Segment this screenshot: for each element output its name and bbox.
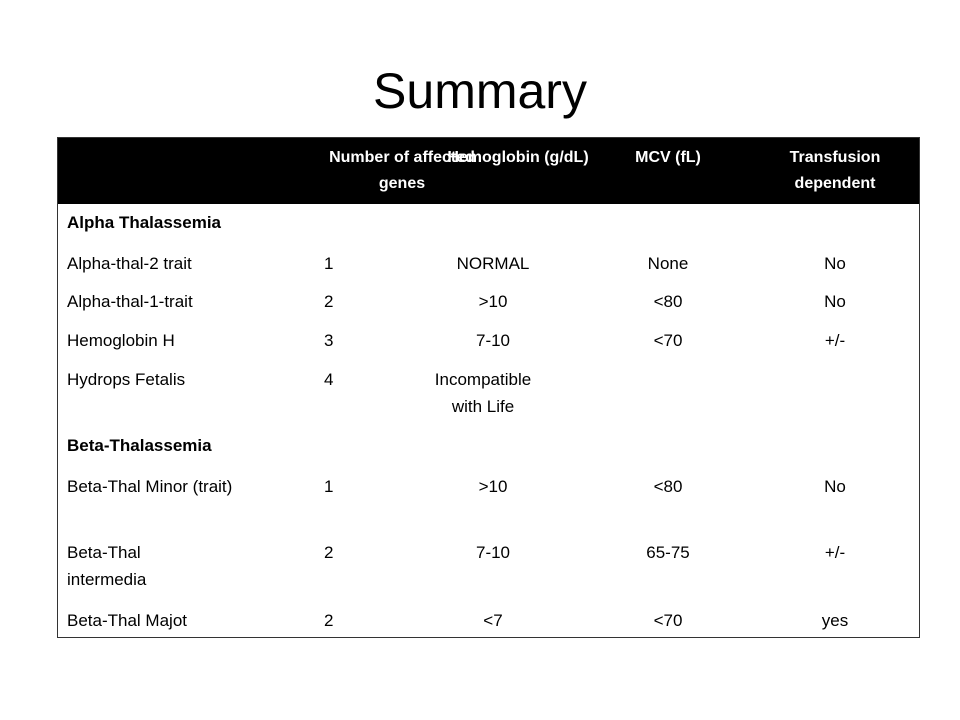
header-transfusion: Transfusion dependent <box>789 149 881 192</box>
section-label: Alpha Thalassemia <box>67 213 222 232</box>
cell-type: Beta-Thal Minor (trait) <box>67 477 233 496</box>
cell-transfusion: yes <box>821 611 849 630</box>
cell-genes: 2 <box>324 543 334 562</box>
cell-type: Beta-Thal Majot <box>67 611 187 630</box>
cell-transfusion: +/- <box>824 331 846 350</box>
cell-mcv: <70 <box>653 331 683 350</box>
cell-hemoglobin: NORMAL <box>456 254 530 273</box>
cell-transfusion: No <box>824 254 846 273</box>
cell-type: Alpha-thal-1-trait <box>67 292 193 311</box>
cell-transfusion: No <box>824 477 846 496</box>
cell-genes: 1 <box>324 254 334 273</box>
section-label: Beta-Thalassemia <box>67 436 212 455</box>
cell-hemoglobin: 7-10 <box>475 543 511 562</box>
cell-type: Beta-Thal intermedia <box>67 543 147 589</box>
cell-mcv: <80 <box>653 292 683 311</box>
header-mcv: MCV (fL) <box>635 149 701 166</box>
cell-mcv: <70 <box>653 611 683 630</box>
header-hemoglobin: Hemoglobin (g/dL) <box>447 149 589 166</box>
cell-genes: 2 <box>324 292 334 311</box>
table-header <box>58 138 919 204</box>
cell-type: Alpha-thal-2 trait <box>67 254 192 273</box>
cell-transfusion: +/- <box>824 543 846 562</box>
cell-hemoglobin: <7 <box>483 611 503 630</box>
header-affected-genes: Number of affected genes <box>329 149 475 192</box>
cell-hemoglobin: >10 <box>478 292 508 311</box>
cell-mcv: 65-75 <box>646 543 690 562</box>
cell-genes: 1 <box>324 477 334 496</box>
cell-hemoglobin: >10 <box>478 477 508 496</box>
summary-table <box>57 137 920 638</box>
cell-hemoglobin: 7-10 <box>475 331 511 350</box>
cell-mcv: <80 <box>653 477 683 496</box>
slide-title: Summary <box>373 63 587 119</box>
cell-genes: 3 <box>324 331 334 350</box>
cell-genes: 4 <box>324 370 334 389</box>
cell-genes: 2 <box>324 611 334 630</box>
cell-type: Hemoglobin H <box>67 331 175 350</box>
cell-hemoglobin: Incompatible with Life <box>434 370 532 416</box>
cell-mcv: None <box>647 254 689 273</box>
cell-type: Hydrops Fetalis <box>67 370 186 389</box>
cell-transfusion: No <box>824 292 846 311</box>
